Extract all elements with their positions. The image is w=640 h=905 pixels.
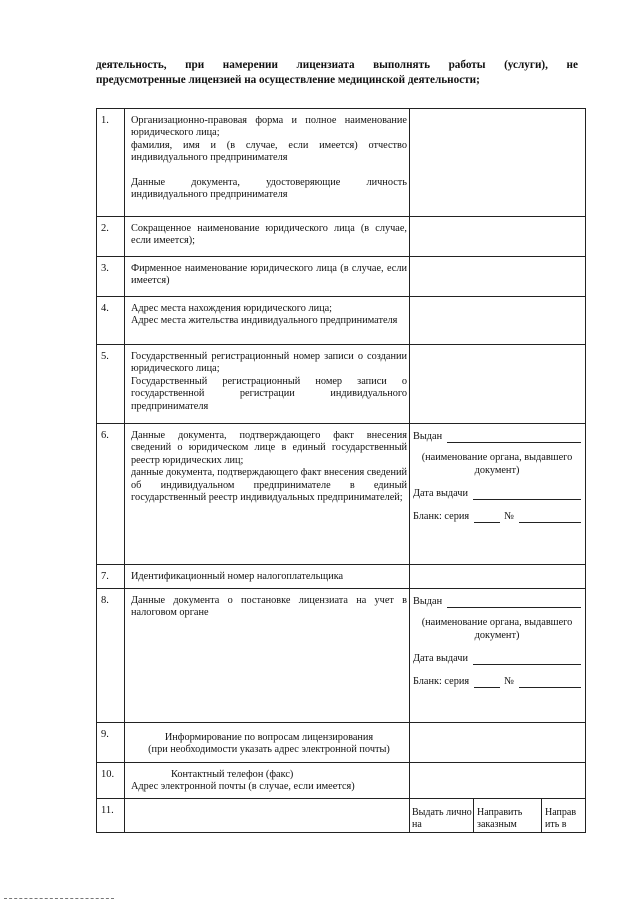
intro-word: выполнять (373, 59, 430, 71)
row-number: 8. (97, 589, 125, 723)
delivery-option-electronic[interactable]: Направ ить в (541, 799, 585, 833)
row-description: Адрес места нахождения юридического лица; Адрес места жительства индивидуального предпринимателя (131, 303, 398, 327)
row-number: 6. (97, 424, 125, 565)
document-issued-block: Выдан (наименование органа, выдавшего документ) Дата выдачи Бланк: серия № (413, 430, 581, 523)
intro-word: работы (448, 59, 486, 71)
series-field[interactable] (474, 676, 500, 688)
table-row (97, 722, 585, 763)
row-number: 9. (97, 723, 125, 763)
row-number: 5. (97, 345, 125, 424)
table-row (97, 256, 585, 297)
row-number: 7. (97, 565, 125, 589)
issue-date-field[interactable] (473, 488, 581, 500)
row-description: Данные документа о постановке лицензиата на учет в налоговом органе (131, 595, 407, 619)
intro-line-1 (96, 58, 578, 73)
row-description: Сокращенное наименование юридического лица (в случае, если имеется); (131, 223, 407, 247)
row-description: Государственный регистрационный номер записи о создании юридического лица; Государственный регистрационный номер записи о государственной регистрации индивидуального предпринимателя (131, 351, 407, 412)
table-row (97, 109, 585, 216)
intro-word: при (185, 59, 205, 71)
number-field[interactable] (519, 511, 581, 523)
delivery-option-registered-mail[interactable]: Направить заказным (473, 799, 541, 833)
license-form-table (96, 108, 586, 833)
issued-by-field[interactable] (447, 596, 581, 608)
table-row (97, 762, 585, 799)
row-number: 11. (97, 799, 125, 833)
row-description: Фирменное наименование юридического лица (в случае, если имеется) (131, 263, 407, 287)
delivery-option-in-person[interactable]: Выдать лично на (412, 807, 472, 830)
issued-by-field[interactable] (447, 431, 581, 443)
table-row (97, 423, 585, 565)
intro-word: (услуги), (504, 59, 548, 71)
row-description: Данные документа, подтверждающего факт внесения сведений о юридическом лице в единый государственный реестр юридических лиц; данные документа, подтверждающего факт внесения сведений об индивидуальном предпринимателе в единый государственный реестр индивидуальных предпринимателей; (131, 430, 407, 504)
table-row (97, 564, 585, 589)
intro-word: лицензиата (296, 59, 355, 71)
row-number: 2. (97, 217, 125, 257)
intro-text (96, 58, 578, 88)
row-description: Контактный телефон (факс) Адрес электронной почты (в случае, если имеется) (131, 769, 355, 793)
intro-word: не (566, 59, 578, 71)
issue-date-field[interactable] (473, 653, 581, 665)
intro-word: намерении (222, 59, 278, 71)
series-field[interactable] (474, 511, 500, 523)
table-row (97, 798, 585, 833)
document-issued-block: Выдан (наименование органа, выдавшего документ) Дата выдачи Бланк: серия № (413, 595, 581, 688)
table-row (97, 296, 585, 345)
table-row (97, 344, 585, 424)
row-number: 3. (97, 257, 125, 297)
row-description: Организационно-правовая форма и полное наименование юридического лица; фамилия, имя и (в случае, если имеется) отчество индивидуального предпринимателя Данные документа, удостоверяющие личность индивидуального предпринимателя (131, 115, 407, 201)
footer-mark (4, 898, 114, 901)
row-description: Информирование по вопросам лицензирования (при необходимости указать адрес электронной почты) (148, 732, 390, 756)
table-row (97, 216, 585, 257)
intro-line-2: предусмотренные лицензией на осуществление медицинской деятельности; (96, 74, 480, 86)
row-number: 1. (97, 109, 125, 216)
row-number: 10. (97, 763, 125, 799)
number-field[interactable] (519, 676, 581, 688)
row-description: Идентификационный номер налогоплательщика (131, 571, 344, 582)
intro-word: деятельность, (96, 59, 167, 71)
row-number: 4. (97, 297, 125, 345)
table-row (97, 588, 585, 723)
